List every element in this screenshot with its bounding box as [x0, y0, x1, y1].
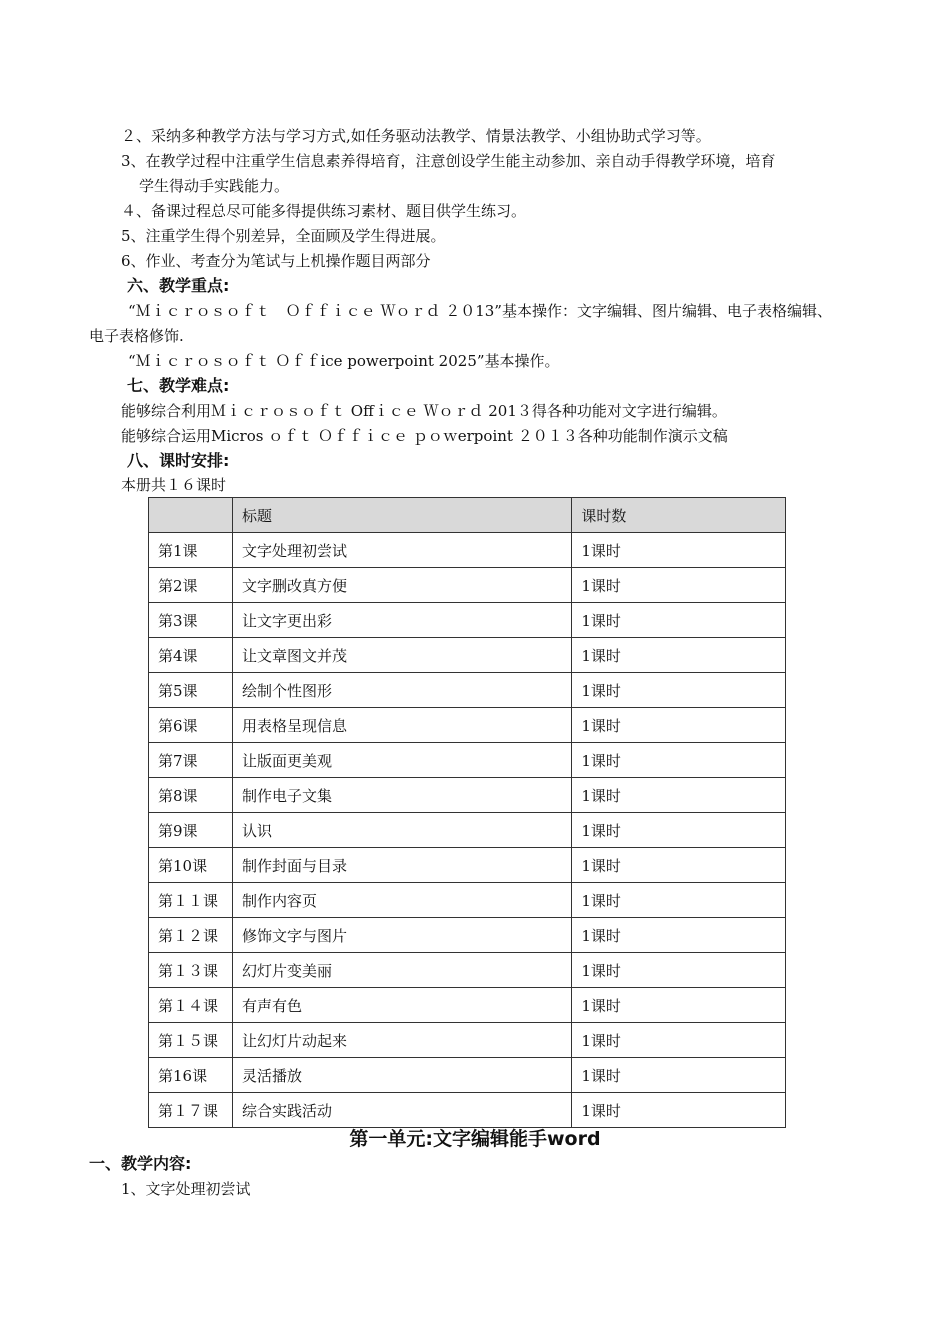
title-cell: 幻灯片变美丽	[232, 953, 571, 988]
header-cell-lesson	[149, 498, 233, 533]
hours-cell: 1课时	[572, 638, 786, 673]
schedule-intro: 本册共１６课时	[121, 476, 227, 494]
table-row	[149, 743, 786, 778]
heading-key-points: 六、教学重点:	[127, 276, 230, 295]
table-row	[149, 918, 786, 953]
lesson-cell: 第2课	[149, 568, 233, 603]
lesson-cell: 第6课	[149, 708, 233, 743]
key-point-word-cont: 电子表格修饰.	[89, 327, 184, 345]
hours-cell: 1课时	[572, 883, 786, 918]
title-cell: 绘制个性图形	[232, 673, 571, 708]
paragraph-differences: 5、注重学生得个别差异，全面顾及学生得进展。	[121, 227, 446, 245]
hours-cell: 1课时	[572, 813, 786, 848]
title-cell: 让幻灯片动起来	[232, 1023, 571, 1058]
title-cell: 文字删改真方便	[232, 568, 571, 603]
hours-cell: 1课时	[572, 743, 786, 778]
title-cell: 综合实践活动	[232, 1093, 571, 1128]
table-row	[149, 813, 786, 848]
header-cell-hours: 课时数	[572, 498, 786, 533]
lesson-cell: 第4课	[149, 638, 233, 673]
title-cell: 让文章图文并茂	[232, 638, 571, 673]
hours-cell: 1课时	[572, 848, 786, 883]
hours-cell: 1课时	[572, 778, 786, 813]
table-row	[149, 1093, 786, 1128]
paragraph-process: 3、在教学过程中注重学生信息素养得培育，注意创设学生能主动参加、亲自动手得教学环境，培育	[121, 152, 776, 170]
lesson-cell: 第10课	[149, 848, 233, 883]
hours-cell: 1课时	[572, 918, 786, 953]
table-row	[149, 673, 786, 708]
table-row	[149, 568, 786, 603]
table-header-row	[149, 498, 786, 533]
hours-cell: 1课时	[572, 1093, 786, 1128]
table-row	[149, 638, 786, 673]
table-row	[149, 603, 786, 638]
title-cell: 制作电子文集	[232, 778, 571, 813]
lesson-cell: 第16课	[149, 1058, 233, 1093]
paragraph-practice: ４、备课过程总尽可能多得提供练习素材、题目供学生练习。	[121, 202, 527, 220]
paragraph-process-cont: 学生得动手实践能力。	[139, 177, 290, 195]
schedule-table	[148, 497, 786, 1128]
title-cell: 文字处理初尝试	[232, 533, 571, 568]
hours-cell: 1课时	[572, 708, 786, 743]
hours-cell: 1课时	[572, 953, 786, 988]
title-cell: 让文字更出彩	[232, 603, 571, 638]
lesson-cell: 第8课	[149, 778, 233, 813]
hours-cell: 1课时	[572, 603, 786, 638]
heading-schedule: 八、课时安排:	[127, 451, 230, 470]
content-item-1: 1、文字处理初尝试	[121, 1180, 251, 1198]
difficulty-word: 能够综合利用Ｍｉｃｒｏｓｏｆｔ Offｉｃｅ Ｗｏｒｄ 201３得各种功能对文字进行编辑。	[121, 402, 727, 420]
unit-title: 第一单元:文字编辑能手word	[349, 1128, 601, 1150]
key-point-powerpoint: “Ｍｉｃｒｏｓｏｆｔ Ｏｆｆice powerpoint 2025”基本操作。	[128, 352, 560, 370]
title-cell: 制作封面与目录	[232, 848, 571, 883]
lesson-cell: 第１５课	[149, 1023, 233, 1058]
header-cell-title: 标题	[232, 498, 571, 533]
hours-cell: 1课时	[572, 1058, 786, 1093]
lesson-cell: 第3课	[149, 603, 233, 638]
difficulty-powerpoint: 能够综合运用Micros ｏｆｔ Ｏｆｆｉｃｅ ｐｏｗerpoint ２０１３各种功能制作演示文稿	[121, 427, 728, 445]
lesson-cell: 第7课	[149, 743, 233, 778]
title-cell: 用表格呈现信息	[232, 708, 571, 743]
lesson-cell: 第１７课	[149, 1093, 233, 1128]
lesson-cell: 第１３课	[149, 953, 233, 988]
hours-cell: 1课时	[572, 533, 786, 568]
heading-teaching-content: 一、教学内容:	[89, 1154, 192, 1173]
title-cell: 修饰文字与图片	[232, 918, 571, 953]
hours-cell: 1课时	[572, 568, 786, 603]
title-cell: 制作内容页	[232, 883, 571, 918]
title-cell: 让版面更美观	[232, 743, 571, 778]
lesson-cell: 第１４课	[149, 988, 233, 1023]
table-row	[149, 778, 786, 813]
lesson-cell: 第1课	[149, 533, 233, 568]
lesson-cell: 第5课	[149, 673, 233, 708]
table-row	[149, 1058, 786, 1093]
lesson-cell: 第１２课	[149, 918, 233, 953]
title-cell: 有声有色	[232, 988, 571, 1023]
table-row	[149, 848, 786, 883]
hours-cell: 1课时	[572, 673, 786, 708]
table-row	[149, 883, 786, 918]
key-point-word: “Ｍｉｃｒｏｓｏｆｔ Ｏｆｆｉｃｅ Ｗｏｒｄ ２０13”基本操作：文字编辑、图片编辑、电子表格编辑、	[128, 302, 832, 320]
hours-cell: 1课时	[572, 1023, 786, 1058]
title-cell: 认识	[232, 813, 571, 848]
heading-difficulties: 七、教学难点:	[127, 376, 230, 395]
table-row	[149, 708, 786, 743]
lesson-cell: 第9课	[149, 813, 233, 848]
table-row	[149, 988, 786, 1023]
paragraph-assessment: 6、作业、考查分为笔试与上机操作题目两部分	[121, 252, 431, 270]
lesson-cell: 第１１课	[149, 883, 233, 918]
table-row	[149, 953, 786, 988]
table-row	[149, 533, 786, 568]
table-row	[149, 1023, 786, 1058]
hours-cell: 1课时	[572, 988, 786, 1023]
title-cell: 灵活播放	[232, 1058, 571, 1093]
paragraph-method: ２、采纳多种教学方法与学习方式,如任务驱动法教学、情景法教学、小组协助式学习等。	[121, 127, 711, 145]
